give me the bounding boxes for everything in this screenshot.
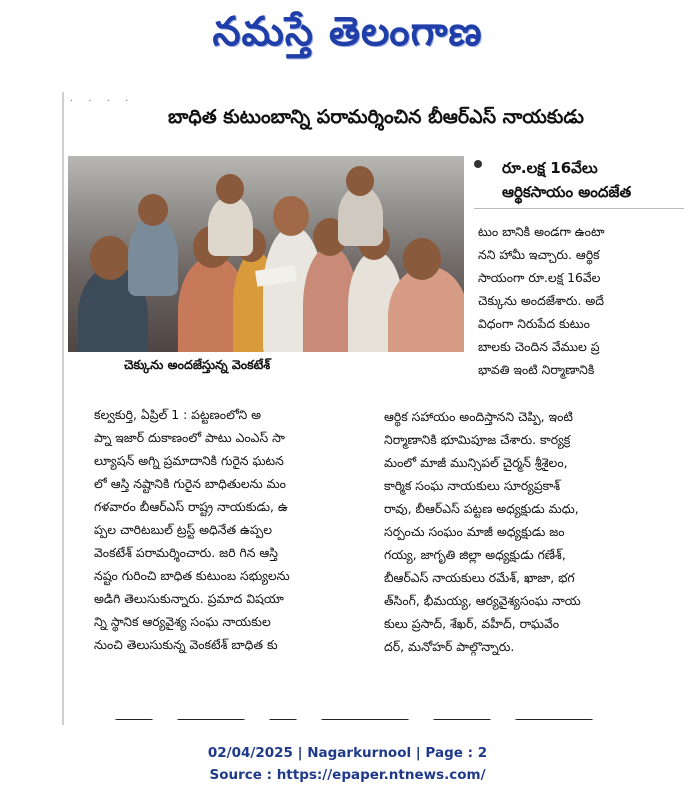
text-line: ల్యూషన్ అగ్ని ప్రమాదానికి గురైన ఘటన — [94, 453, 284, 468]
text-line: గళవారం బీఆర్ఎస్ రాష్ట్ర నాయకుడు, ఉ — [94, 499, 288, 514]
text-line: సర్పంచు సంఘం మాజీ అధ్యక్షుడు జం — [384, 524, 565, 539]
bullet-icon — [474, 160, 482, 168]
text-line: రావు, బీఆర్ఎస్ పట్టణ అధ్యక్షుడు మధు, — [384, 501, 579, 516]
text-line: దర్, మనోహర్ పాల్గొన్నారు. — [384, 639, 515, 654]
article-text-left — [94, 403, 290, 656]
page-footer — [0, 742, 695, 786]
text-line: ఆర్థిక సహాయం అందిస్తానని చెప్పి, ఇంటి — [384, 409, 573, 424]
news-clipping — [62, 92, 688, 725]
text-line: నని హామీ ఇచ్చారు. ఆర్థిక — [478, 247, 600, 262]
text-line: గయ్య, జాగృతి జిల్లా అధ్యక్షుడు గణేశ్, — [384, 547, 566, 562]
text-line: భావతి ఇంటి నిర్మాణానికి — [478, 362, 595, 377]
highlight-box — [474, 156, 684, 204]
text-line: సాయంగా రూ.లక్ష 16వేల — [478, 270, 601, 285]
text-line: లో ఆస్తి నష్టానికి గురైన బాధితులను మం — [94, 476, 286, 491]
text-line: మంలో మాజీ మున్సిపల్ చైర్మన్ శ్రీశైలం, — [384, 455, 568, 470]
text-line: ప్పల చారిటబుల్ ట్రస్ట్ అధినేత ఉప్పల — [94, 522, 273, 537]
text-line: నుంచి తెలుసుకున్న వెంకటేశ్ బాధిత కు — [94, 637, 278, 652]
text-line: న్ని స్థానిక ఆర్యవైశ్య సంఘ నాయకుల — [94, 614, 271, 629]
cut-edge-marks: · · · · — [70, 96, 135, 107]
text-line: నష్టం గురించి బాధిత కుటుంబ సభ్యులను — [94, 568, 290, 583]
text-line: వెంకటేశ్ పరామర్శించారు. జరి గిన ఆస్తి — [94, 545, 278, 560]
article-text-right-bottom — [384, 405, 581, 658]
text-line: నిర్మాణానికి భూమిపూజ చేశారు. కార్యక్ర — [384, 432, 571, 447]
footer-source: Source : https://epaper.ntnews.com/ — [209, 767, 486, 783]
text-line: బాలకు చెందిన వేముల ప్ర — [478, 339, 600, 354]
highlight-divider — [474, 208, 684, 209]
clipping-cut-edge — [114, 710, 674, 720]
masthead — [0, 0, 695, 86]
text-line: ప్నా ఇజార్ దుకాణంలో పాటు ఎంఎస్ సా — [94, 430, 285, 445]
newspaper-title: నమస్తే తెలంగాణ — [212, 8, 483, 55]
photo-caption: చెక్కును అందజేస్తున్న వెంకటేశ్ — [124, 357, 271, 372]
text-line: విధంగా నిరుపేద కుటుం — [478, 316, 590, 331]
text-line: కులు ప్రసాద్, శేఖర్, వహీద్, రాఘవేం — [384, 616, 560, 631]
highlight-line: ఆర్థికసాయం అందజేత — [502, 183, 632, 201]
highlight-line: రూ.లక్ష 16వేలు — [502, 159, 598, 177]
footer-date-edition: 02/04/2025 | Nagarkurnool | Page : 2 — [207, 745, 488, 761]
article-photo — [68, 156, 464, 352]
text-line: అడిగి తెలుసుకున్నారు. ప్రమాద విషయా — [94, 591, 284, 606]
article-headline: బాధిత కుటుంబాన్ని పరామర్శించిన బీఆర్ఎస్ నాయకుడు — [168, 106, 584, 128]
article-text-right-top — [478, 220, 605, 381]
text-line: త్‌సింగ్, భీమయ్య, ఆర్యవైశ్యసంఘ నాయ — [384, 593, 581, 608]
text-line: బీఆర్ఎస్ నాయకులు రమేశ్, ఖాజా, భగ — [384, 570, 575, 585]
text-line: చెక్కును అందజేశారు. అదే — [478, 293, 604, 308]
text-line: కార్మిక సంఘ నాయకులు సూర్యప్రకాశ్ — [384, 478, 561, 493]
text-line: టుం బానికి అండగా ఉంటా — [478, 224, 605, 239]
text-line: కల్వకుర్తి, ఏప్రిల్ 1 : పట్టణంలోని అ — [94, 407, 262, 422]
